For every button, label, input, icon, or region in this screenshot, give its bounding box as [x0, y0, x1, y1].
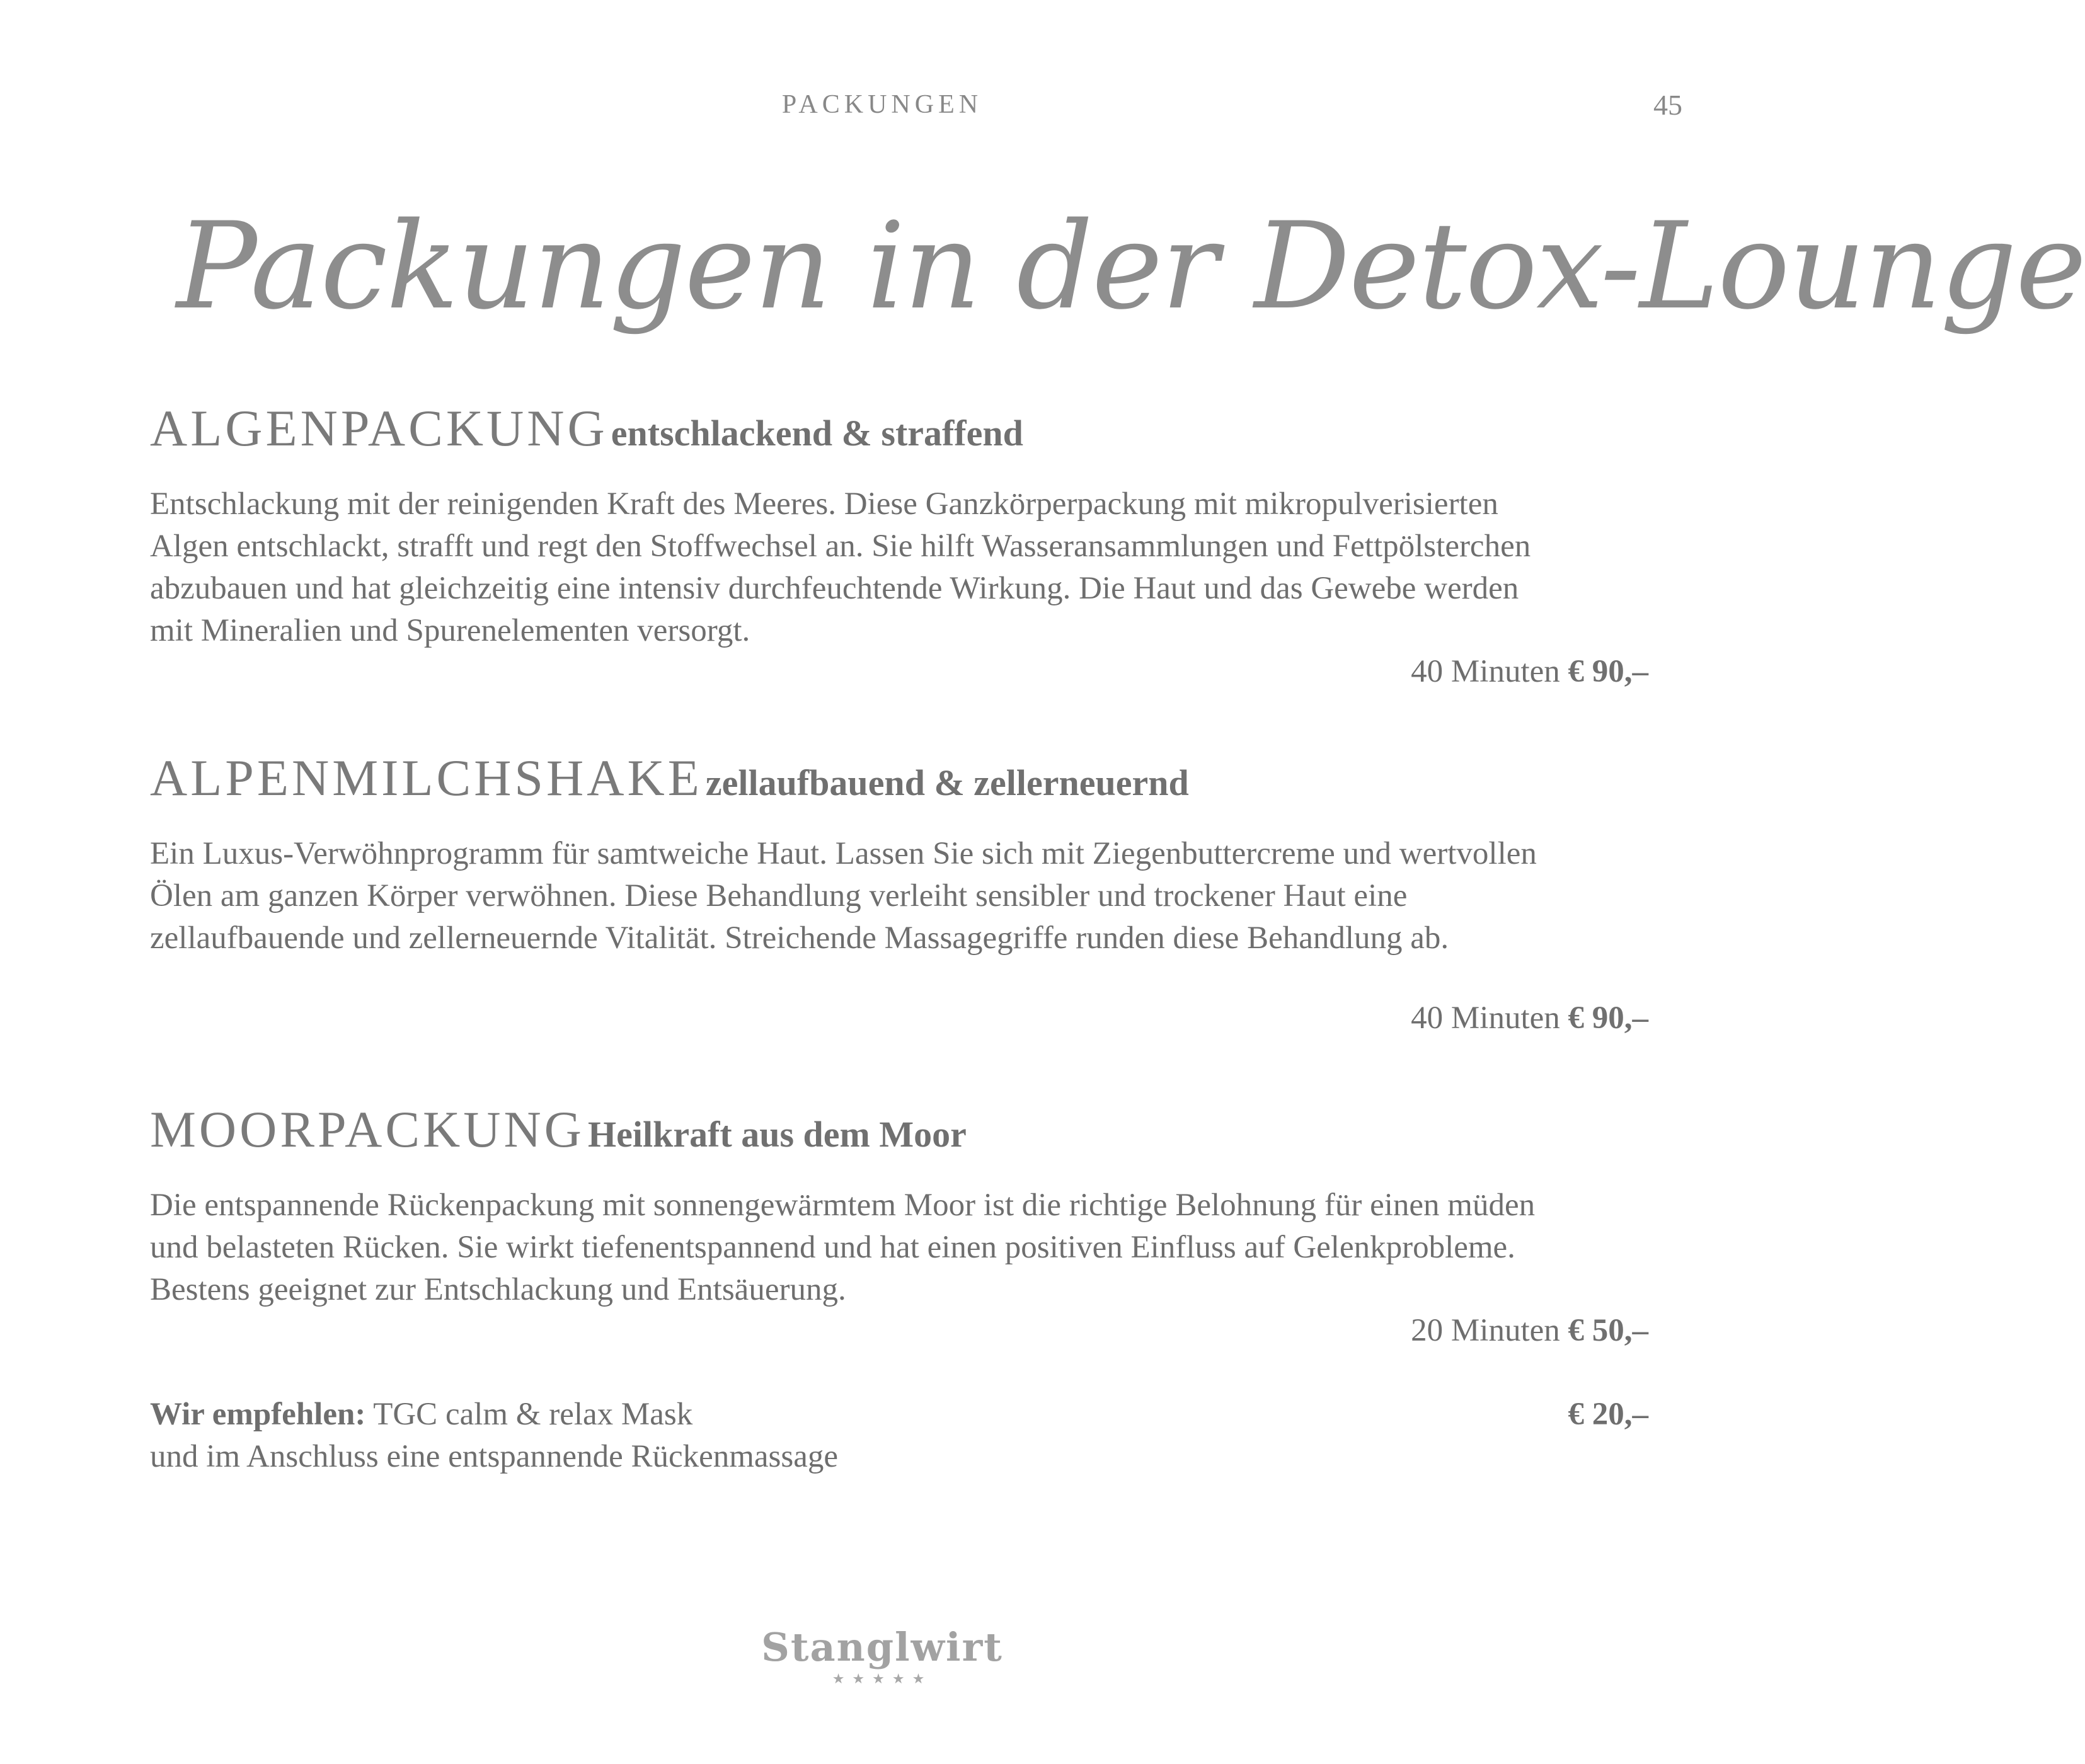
section-description: [150, 483, 1662, 652]
logo-wordmark: Stanglwirt: [761, 1624, 1003, 1670]
section-name: ALGENPACKUNG: [150, 399, 608, 457]
section-algenpackung: [150, 400, 1662, 690]
description-line: und belasteten Rücken. Sie wirkt tiefenentspannend und hat einen positiven Einfluss auf Gelenkprobleme.: [150, 1230, 1515, 1266]
price: € 90,–: [1568, 1000, 1648, 1036]
description-line: Entschlackung mit der reinigenden Kraft des Meeres. Diese Ganzkörperpackung mit mikropulverisierten: [150, 486, 1498, 522]
recommendation: [150, 1394, 1648, 1478]
recommendation-label: Wir empfehlen:: [150, 1397, 366, 1432]
running-header: PACKUNGEN: [781, 90, 983, 119]
description-line: Ölen am ganzen Körper verwöhnen. Diese Behandlung verleiht sensibler und trockener Haut eine: [150, 878, 1408, 914]
description-line: Die entspannende Rückenpackung mit sonnengewärmtem Moor ist die richtige Belohnung für einen müden: [150, 1188, 1536, 1223]
recommendation-item-wrap: [150, 1394, 692, 1436]
description-line: Ein Luxus-Verwöhnprogramm für samtweiche Haut. Lassen Sie sich mit Ziegenbuttercreme und wertvollen: [150, 836, 1537, 872]
recommendation-price: € 20,–: [1568, 1397, 1648, 1432]
duration: 20 Minuten: [1411, 1313, 1560, 1349]
section-description: [150, 833, 1662, 959]
section-price: [150, 1312, 1648, 1349]
description-line: Bestens geeignet zur Entschlackung und Entsäuerung.: [150, 1272, 846, 1308]
description-line: Algen entschlackt, strafft und regt den Stoffwechsel an. Sie hilft Wasseransammlungen und Fettpölsterchen: [150, 529, 1531, 564]
duration: 40 Minuten: [1411, 654, 1560, 690]
description-line: abzubauen und hat gleichzeitig eine intensiv durchfeuchtende Wirkung. Die Haut und das Gewebe werden: [150, 571, 1519, 607]
section-moorpackung: [150, 1101, 1662, 1349]
section-name: MOORPACKUNG: [150, 1101, 585, 1158]
section-subtitle: Heilkraft aus dem Moor: [588, 1114, 967, 1155]
section-heading: [150, 400, 1662, 457]
section-subtitle: zellaufbauend & zellerneuernd: [705, 762, 1189, 803]
price: € 90,–: [1568, 654, 1648, 690]
description-line: zellaufbauende und zellerneuernde Vitalität. Streichende Massagegriffe runden diese Behandlung ab.: [150, 920, 1449, 956]
section-name: ALPENMILCHSHAKE: [150, 749, 703, 806]
section-description: [150, 1184, 1662, 1311]
section-heading: [150, 750, 1662, 806]
section-alpenmilchshake: [150, 750, 1662, 1036]
recommendation-item: TGC calm & relax Mask: [373, 1397, 693, 1432]
recommendation-note: und im Anschluss eine entspannende Rückenmassage: [150, 1439, 839, 1474]
price: € 50,–: [1568, 1313, 1648, 1349]
footer-logo: [0, 1624, 1764, 1687]
logo-stars-icon: ★★★★★: [832, 1671, 933, 1687]
description-line: mit Mineralien und Spurenelementen versorgt.: [150, 613, 750, 649]
page-title: Packungen in der Detox-Lounge: [176, 197, 2085, 336]
section-heading: [150, 1101, 1662, 1158]
section-subtitle: entschlackend & straffend: [611, 413, 1023, 454]
page-number: 45: [1653, 89, 1682, 121]
recommendation-line: [150, 1394, 1648, 1436]
section-price: [150, 1000, 1648, 1036]
section-price: [150, 653, 1648, 690]
duration: 40 Minuten: [1411, 1000, 1560, 1036]
